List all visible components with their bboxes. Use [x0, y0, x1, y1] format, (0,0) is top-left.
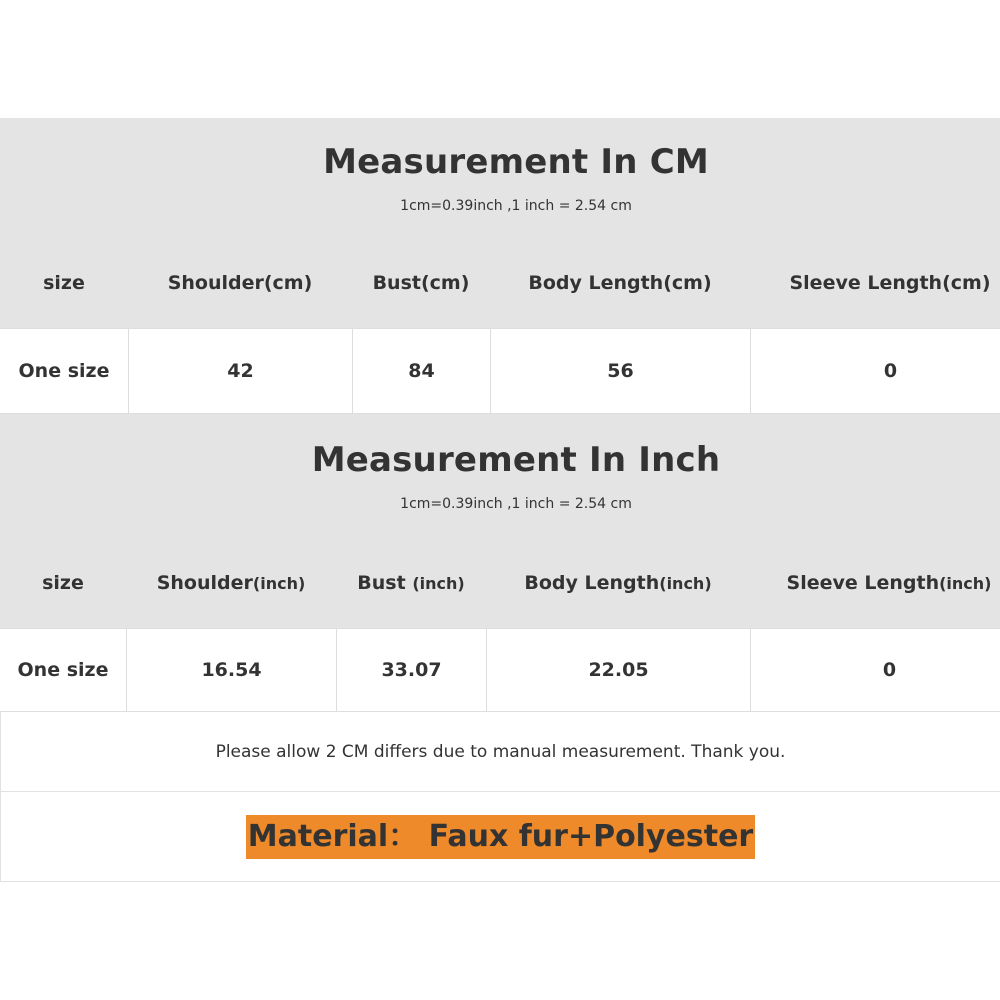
inch-header-sleeve-length-unit: (inch): [939, 573, 992, 593]
inch-title: Measurement In Inch: [311, 440, 721, 480]
inch-header-sleeve-length: [750, 552, 1000, 614]
inch-header-bust-label: Bust: [357, 572, 413, 594]
inch-cell-shoulder: 16.54: [126, 629, 336, 711]
inch-conversion-note: 1cm=0.39inch ,1 inch = 2.54 cm: [400, 496, 632, 512]
cm-cell-sleeve-length: 0: [750, 329, 1000, 413]
material-row: [0, 792, 1000, 882]
inch-header-bust-unit: (inch): [412, 573, 465, 593]
cm-header-shoulder: Shoulder(cm): [167, 272, 313, 294]
inch-cell-body-length: 22.05: [486, 629, 750, 711]
cm-header-row: [0, 252, 1000, 314]
cm-cell-body-length: 56: [490, 329, 750, 413]
measurement-note: Please allow 2 CM differs due to manual measurement. Thank you.: [215, 741, 786, 762]
cm-header-bust: Bust(cm): [372, 272, 470, 294]
cm-header-sleeve-length: Sleeve Length(cm): [789, 272, 991, 294]
material-label: Material： Faux fur+Polyester: [246, 815, 755, 859]
inch-header-body-length-label: Body Length: [524, 572, 660, 594]
cm-title: Measurement In CM: [323, 142, 709, 182]
cm-cell-bust: 84: [352, 329, 490, 413]
inch-header-bust: [336, 552, 486, 614]
cm-title-block: [0, 118, 1000, 328]
inch-data-row: [0, 628, 1000, 712]
inch-header-size-label: size: [42, 572, 84, 594]
cm-header-body-length: Body Length(cm): [528, 272, 712, 294]
measurement-note-row: [0, 712, 1000, 792]
inch-header-shoulder: [126, 552, 336, 614]
inch-header-shoulder-label: Shoulder: [156, 572, 253, 594]
inch-cell-sleeve-length: 0: [750, 629, 1000, 711]
inch-cell-size: One size: [17, 659, 109, 681]
cm-cell-size: One size: [18, 360, 110, 382]
inch-header-shoulder-unit: (inch): [252, 573, 306, 593]
inch-header-body-length-unit: (inch): [659, 573, 712, 593]
cm-cell-shoulder: 42: [128, 329, 352, 413]
inch-cell-bust: 33.07: [336, 629, 486, 711]
inch-header-sleeve-length-label: Sleeve Length: [786, 572, 940, 594]
cm-header-size: size: [43, 272, 85, 294]
inch-title-block: [0, 414, 1000, 628]
inch-header-body-length: [486, 552, 750, 614]
cm-data-row: [0, 328, 1000, 414]
inch-header-row: [0, 552, 1000, 614]
size-chart: [0, 118, 1000, 882]
cm-conversion-note: 1cm=0.39inch ,1 inch = 2.54 cm: [400, 198, 632, 214]
inch-header-size: [0, 552, 126, 614]
